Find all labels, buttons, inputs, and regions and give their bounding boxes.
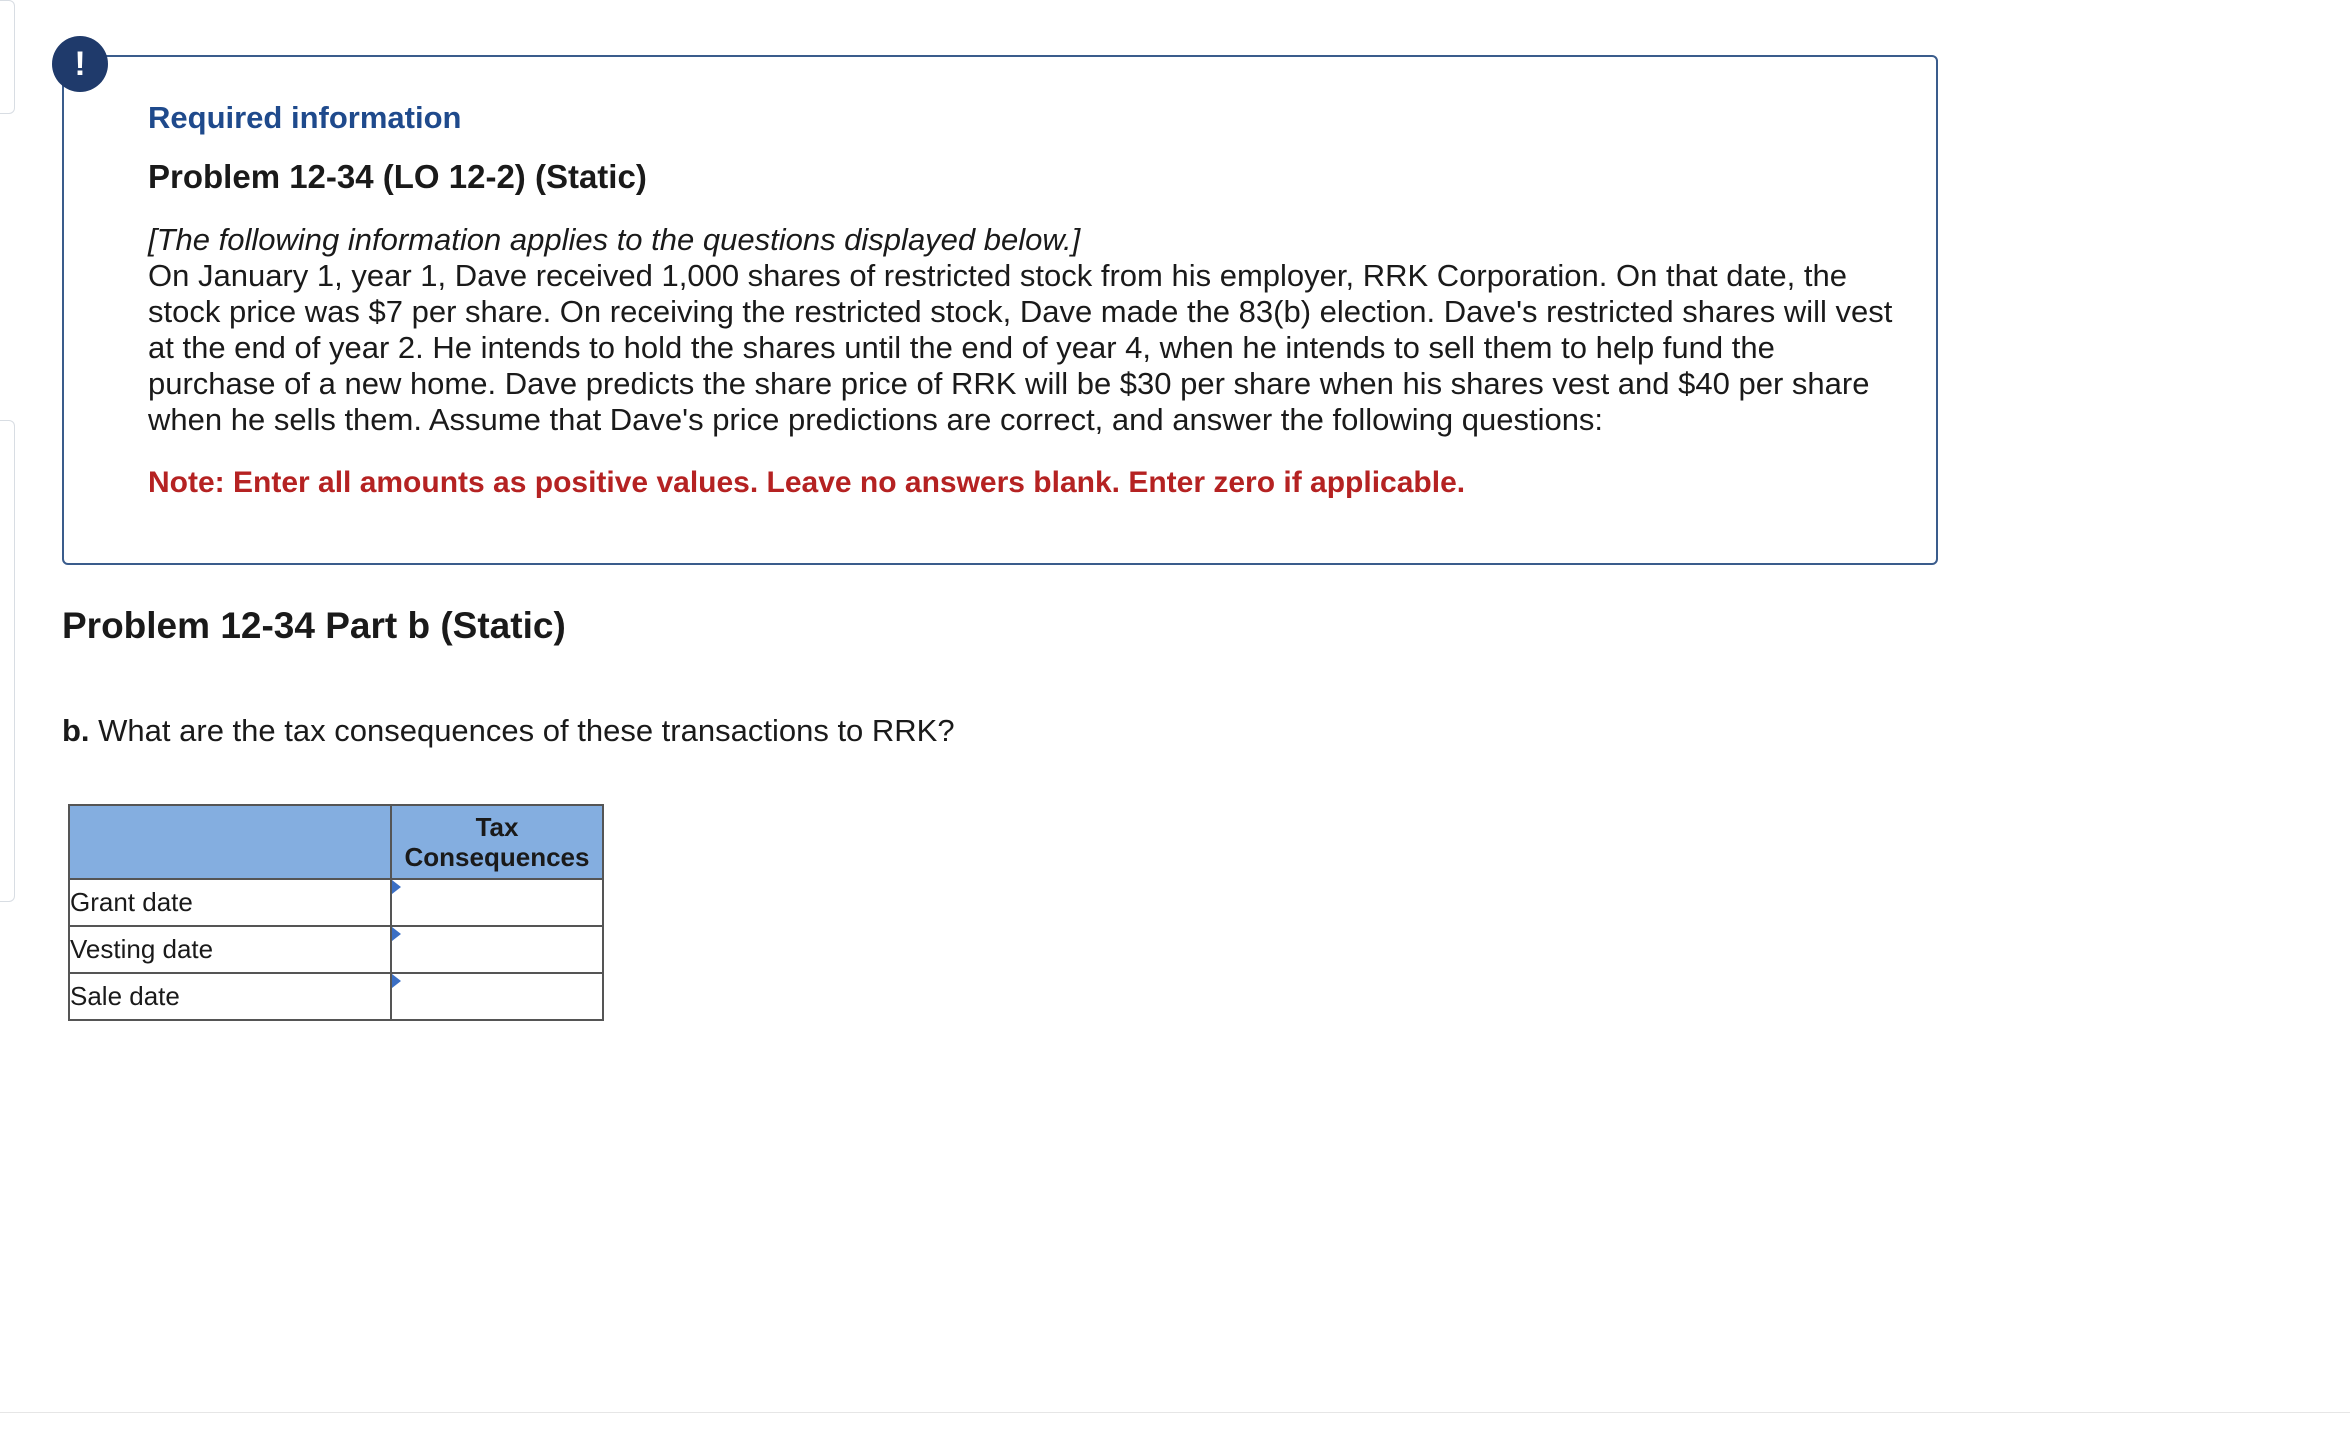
alert-icon: ! (52, 36, 108, 92)
question-text: What are the tax consequences of these transactions to RRK? (89, 713, 955, 748)
input-marker-icon (392, 974, 401, 988)
required-info-content (148, 100, 1908, 500)
row-label-sale-date: Sale date (69, 973, 391, 1020)
edge-tab[interactable] (0, 420, 15, 902)
question-label: b. (62, 713, 90, 748)
tax-consequences-header-label: Tax Consequences (404, 812, 590, 872)
table-row (69, 926, 603, 973)
table-row (69, 973, 603, 1020)
vesting-date-cell[interactable] (391, 926, 603, 973)
vesting-date-input[interactable] (392, 928, 602, 972)
bottom-divider (0, 1412, 2350, 1413)
row-label-grant-date: Grant date (69, 879, 391, 926)
blank-header-cell (69, 805, 391, 879)
edge-tab[interactable] (0, 0, 15, 114)
tax-consequences-table (68, 804, 604, 1021)
note-text: Note: Enter all amounts as positive values. Leave no answers blank. Enter zero if applicable. (148, 466, 1466, 499)
row-label-vesting-date: Vesting date (69, 926, 391, 973)
grant-date-cell[interactable] (391, 879, 603, 926)
sale-date-cell[interactable] (391, 973, 603, 1020)
tax-consequences-header (391, 805, 603, 879)
table-row (69, 879, 603, 926)
part-heading: Problem 12-34 Part b (Static) (62, 605, 566, 646)
problem-body: On January 1, year 1, Dave received 1,000 shares of restricted stock from his employer, RRK Corporation. On that date, the stock price was $7 per share. On receiving the restricted stock, Dave made the 83(b) election. Dave's restricted shares will vest at the end of year 2. He intends to hold the shares until the end of year 4, when he intends to sell them to help fund the purchase of a new home. Dave predicts the share price of RRK will be $30 per share when his shares vest and $40 per share when he sells them. Assume that Dave's price predictions are correct, and answer the following questions: (148, 258, 1893, 437)
input-marker-icon (392, 880, 401, 894)
sale-date-input[interactable] (392, 975, 602, 1019)
grant-date-input[interactable] (392, 881, 602, 925)
problem-title: Problem 12-34 (LO 12-2) (Static) (148, 158, 647, 195)
question (62, 713, 955, 749)
intro-text: [The following information applies to the questions displayed below.] (148, 222, 1081, 257)
table-header-row (69, 805, 603, 879)
required-info-heading: Required information (148, 100, 462, 135)
input-marker-icon (392, 927, 401, 941)
